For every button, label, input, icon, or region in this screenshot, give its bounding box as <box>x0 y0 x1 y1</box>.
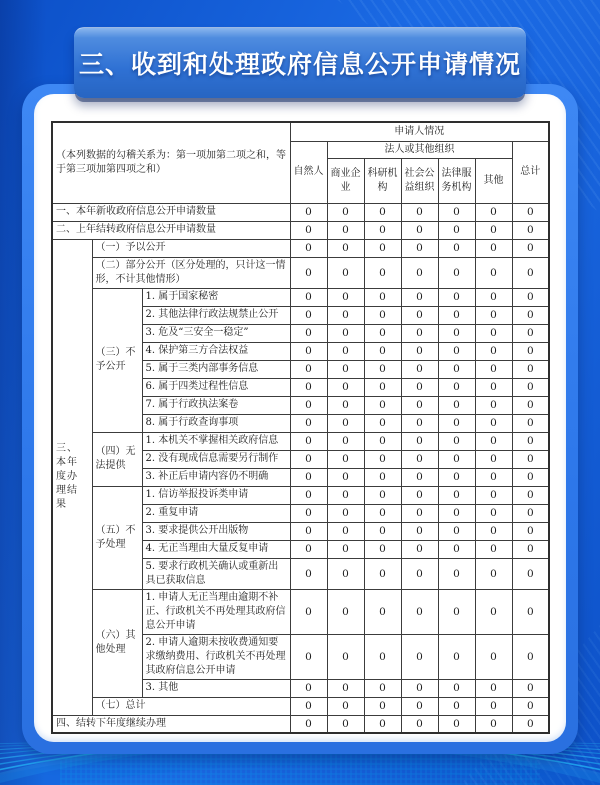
value-cell: 0 <box>401 221 438 239</box>
row-label: 3. 危及“三安全一稳定” <box>142 324 290 342</box>
table-container <box>34 94 566 742</box>
row-label: 1. 信访举报投诉类申请 <box>142 486 290 504</box>
value-cell: 0 <box>475 324 512 342</box>
value-cell: 0 <box>438 203 475 221</box>
value-cell: 0 <box>401 589 438 634</box>
row-label: （七）总计 <box>92 697 290 715</box>
row-label: 2. 重复申请 <box>142 504 290 522</box>
value-cell: 0 <box>327 715 364 733</box>
value-cell: 0 <box>512 324 549 342</box>
value-cell: 0 <box>512 239 549 257</box>
table-row <box>52 715 549 733</box>
value-cell: 0 <box>327 396 364 414</box>
row-label: 2. 其他法律行政法规禁止公开 <box>142 306 290 324</box>
value-cell: 0 <box>401 540 438 558</box>
value-cell: 0 <box>512 396 549 414</box>
value-cell: 0 <box>475 257 512 288</box>
value-cell: 0 <box>327 679 364 697</box>
value-cell: 0 <box>290 558 327 589</box>
value-cell: 0 <box>290 324 327 342</box>
table-row <box>52 486 549 504</box>
header-row-1 <box>52 122 549 141</box>
value-cell: 0 <box>290 540 327 558</box>
value-cell: 0 <box>512 378 549 396</box>
value-cell: 0 <box>401 679 438 697</box>
value-cell: 0 <box>475 396 512 414</box>
row-label: 2. 没有现成信息需要另行制作 <box>142 450 290 468</box>
value-cell: 0 <box>364 342 401 360</box>
value-cell: 0 <box>438 540 475 558</box>
value-cell: 0 <box>438 342 475 360</box>
table-row <box>52 257 549 288</box>
row-label: 2. 申请人逾期未按收费通知要求缴纳费用、行政机关不再处理其政府信息公开申请 <box>142 634 290 679</box>
value-cell: 0 <box>401 239 438 257</box>
column-header-social-welfare: 社会公益组织 <box>401 158 438 203</box>
value-cell: 0 <box>475 342 512 360</box>
value-cell: 0 <box>364 504 401 522</box>
value-cell: 0 <box>290 221 327 239</box>
column-header-research: 科研机构 <box>364 158 401 203</box>
value-cell: 0 <box>438 450 475 468</box>
row-label: 4. 保护第三方合法权益 <box>142 342 290 360</box>
value-cell: 0 <box>364 589 401 634</box>
value-cell: 0 <box>290 432 327 450</box>
value-cell: 0 <box>438 634 475 679</box>
value-cell: 0 <box>512 504 549 522</box>
value-cell: 0 <box>327 558 364 589</box>
value-cell: 0 <box>401 522 438 540</box>
value-cell: 0 <box>438 715 475 733</box>
row-label: 3. 其他 <box>142 679 290 697</box>
value-cell: 0 <box>438 414 475 432</box>
value-cell: 0 <box>401 257 438 288</box>
value-cell: 0 <box>475 414 512 432</box>
value-cell: 0 <box>364 486 401 504</box>
value-cell: 0 <box>290 414 327 432</box>
value-cell: 0 <box>290 342 327 360</box>
value-cell: 0 <box>475 558 512 589</box>
value-cell: 0 <box>512 486 549 504</box>
value-cell: 0 <box>364 378 401 396</box>
value-cell: 0 <box>401 432 438 450</box>
value-cell: 0 <box>364 558 401 589</box>
value-cell: 0 <box>327 522 364 540</box>
value-cell: 0 <box>327 468 364 486</box>
value-cell: 0 <box>401 558 438 589</box>
value-cell: 0 <box>327 540 364 558</box>
value-cell: 0 <box>438 288 475 306</box>
value-cell: 0 <box>512 288 549 306</box>
value-cell: 0 <box>475 589 512 634</box>
value-cell: 0 <box>475 203 512 221</box>
value-cell: 0 <box>364 239 401 257</box>
value-cell: 0 <box>327 306 364 324</box>
value-cell: 0 <box>290 360 327 378</box>
value-cell: 0 <box>438 504 475 522</box>
value-cell: 0 <box>364 634 401 679</box>
row-group-label: 三、本年度办理结果 <box>52 239 92 715</box>
value-cell: 0 <box>290 203 327 221</box>
value-cell: 0 <box>290 589 327 634</box>
value-cell: 0 <box>290 486 327 504</box>
value-cell: 0 <box>364 288 401 306</box>
table-row <box>52 239 549 257</box>
value-cell: 0 <box>438 306 475 324</box>
table-row <box>52 288 549 306</box>
value-cell: 0 <box>290 679 327 697</box>
row-label: 3. 补正后申请内容仍不明确 <box>142 468 290 486</box>
value-cell: 0 <box>401 468 438 486</box>
value-cell: 0 <box>364 522 401 540</box>
value-cell: 0 <box>364 360 401 378</box>
value-cell: 0 <box>475 468 512 486</box>
table-note: （本列数据的勾稽关系为：第一项加第二项之和，等于第三项加第四项之和） <box>52 122 290 203</box>
table-row <box>52 221 549 239</box>
column-header-other-org: 其他 <box>475 158 512 203</box>
value-cell: 0 <box>290 450 327 468</box>
value-cell: 0 <box>401 715 438 733</box>
value-cell: 0 <box>438 697 475 715</box>
value-cell: 0 <box>327 589 364 634</box>
value-cell: 0 <box>401 306 438 324</box>
row-label: （四）无法提供 <box>92 432 142 486</box>
value-cell: 0 <box>364 414 401 432</box>
value-cell: 0 <box>475 504 512 522</box>
value-cell: 0 <box>438 468 475 486</box>
value-cell: 0 <box>512 306 549 324</box>
value-cell: 0 <box>290 396 327 414</box>
value-cell: 0 <box>512 257 549 288</box>
value-cell: 0 <box>475 432 512 450</box>
value-cell: 0 <box>475 288 512 306</box>
row-label: （一）予以公开 <box>92 239 290 257</box>
row-label: （三）不予公开 <box>92 288 142 432</box>
value-cell: 0 <box>401 634 438 679</box>
value-cell: 0 <box>401 324 438 342</box>
value-cell: 0 <box>290 257 327 288</box>
value-cell: 0 <box>512 589 549 634</box>
value-cell: 0 <box>512 414 549 432</box>
value-cell: 0 <box>512 432 549 450</box>
value-cell: 0 <box>438 221 475 239</box>
value-cell: 0 <box>512 360 549 378</box>
value-cell: 0 <box>475 697 512 715</box>
value-cell: 0 <box>401 288 438 306</box>
value-cell: 0 <box>290 288 327 306</box>
value-cell: 0 <box>475 634 512 679</box>
value-cell: 0 <box>290 715 327 733</box>
value-cell: 0 <box>364 468 401 486</box>
value-cell: 0 <box>512 715 549 733</box>
value-cell: 0 <box>327 239 364 257</box>
value-cell: 0 <box>438 486 475 504</box>
row-label: （五）不予处理 <box>92 486 142 589</box>
report-table <box>51 121 550 734</box>
value-cell: 0 <box>327 360 364 378</box>
value-cell: 0 <box>475 679 512 697</box>
table-row <box>52 203 549 221</box>
column-header-legal-service: 法律服务机构 <box>438 158 475 203</box>
value-cell: 0 <box>475 239 512 257</box>
row-label: （二）部分公开（区分处理的，只计这一情形，不计其他情形） <box>92 257 290 288</box>
value-cell: 0 <box>512 679 549 697</box>
value-cell: 0 <box>438 432 475 450</box>
value-cell: 0 <box>364 221 401 239</box>
row-label: 5. 要求行政机关确认或重新出具已获取信息 <box>142 558 290 589</box>
value-cell: 0 <box>475 486 512 504</box>
value-cell: 0 <box>475 715 512 733</box>
value-cell: 0 <box>438 589 475 634</box>
value-cell: 0 <box>290 697 327 715</box>
column-header-natural-person: 自然人 <box>290 141 327 203</box>
page-title: 三、收到和处理政府信息公开申请情况 <box>78 51 521 79</box>
value-cell: 0 <box>364 396 401 414</box>
table-row <box>52 697 549 715</box>
value-cell: 0 <box>401 486 438 504</box>
value-cell: 0 <box>512 450 549 468</box>
value-cell: 0 <box>512 203 549 221</box>
value-cell: 0 <box>512 221 549 239</box>
value-cell: 0 <box>327 221 364 239</box>
value-cell: 0 <box>475 378 512 396</box>
value-cell: 0 <box>327 414 364 432</box>
value-cell: 0 <box>401 203 438 221</box>
value-cell: 0 <box>290 239 327 257</box>
row-label: 7. 属于行政执法案卷 <box>142 396 290 414</box>
value-cell: 0 <box>438 324 475 342</box>
row-label: 二、上年结转政府信息公开申请数量 <box>52 221 290 239</box>
row-label: （六）其他处理 <box>92 589 142 697</box>
value-cell: 0 <box>364 203 401 221</box>
value-cell: 0 <box>290 522 327 540</box>
value-cell: 0 <box>401 450 438 468</box>
value-cell: 0 <box>290 306 327 324</box>
value-cell: 0 <box>327 634 364 679</box>
value-cell: 0 <box>401 414 438 432</box>
column-header-legal-group: 法人或其他组织 <box>327 141 512 158</box>
value-cell: 0 <box>327 432 364 450</box>
table-body <box>52 203 549 733</box>
row-label: 4. 无正当理由大量反复申请 <box>142 540 290 558</box>
value-cell: 0 <box>475 522 512 540</box>
row-label: 1. 本机关不掌握相关政府信息 <box>142 432 290 450</box>
value-cell: 0 <box>512 558 549 589</box>
value-cell: 0 <box>364 450 401 468</box>
column-header-applicant-group: 申请人情况 <box>290 122 549 141</box>
value-cell: 0 <box>364 432 401 450</box>
value-cell: 0 <box>512 522 549 540</box>
value-cell: 0 <box>401 342 438 360</box>
value-cell: 0 <box>364 540 401 558</box>
value-cell: 0 <box>401 360 438 378</box>
value-cell: 0 <box>290 468 327 486</box>
value-cell: 0 <box>327 697 364 715</box>
value-cell: 0 <box>327 504 364 522</box>
row-label: 一、本年新收政府信息公开申请数量 <box>52 203 290 221</box>
value-cell: 0 <box>438 378 475 396</box>
value-cell: 0 <box>438 558 475 589</box>
column-header-total: 总计 <box>512 141 549 203</box>
value-cell: 0 <box>401 396 438 414</box>
value-cell: 0 <box>327 486 364 504</box>
value-cell: 0 <box>327 288 364 306</box>
row-label: 1. 申请人无正当理由逾期不补正、行政机关不再处理其政府信息公开申请 <box>142 589 290 634</box>
row-label: 5. 属于三类内部事务信息 <box>142 360 290 378</box>
value-cell: 0 <box>290 634 327 679</box>
row-label: 四、结转下年度继续办理 <box>52 715 290 733</box>
value-cell: 0 <box>438 522 475 540</box>
value-cell: 0 <box>290 378 327 396</box>
table-row <box>52 589 549 634</box>
value-cell: 0 <box>512 634 549 679</box>
value-cell: 0 <box>475 360 512 378</box>
value-cell: 0 <box>401 378 438 396</box>
row-label: 1. 属于国家秘密 <box>142 288 290 306</box>
value-cell: 0 <box>438 396 475 414</box>
row-label: 6. 属于四类过程性信息 <box>142 378 290 396</box>
value-cell: 0 <box>327 378 364 396</box>
value-cell: 0 <box>364 679 401 697</box>
value-cell: 0 <box>512 342 549 360</box>
value-cell: 0 <box>364 697 401 715</box>
value-cell: 0 <box>438 360 475 378</box>
table-row <box>52 432 549 450</box>
value-cell: 0 <box>327 203 364 221</box>
value-cell: 0 <box>401 697 438 715</box>
value-cell: 0 <box>327 450 364 468</box>
value-cell: 0 <box>475 306 512 324</box>
value-cell: 0 <box>438 239 475 257</box>
value-cell: 0 <box>438 257 475 288</box>
value-cell: 0 <box>327 257 364 288</box>
value-cell: 0 <box>327 324 364 342</box>
value-cell: 0 <box>364 715 401 733</box>
value-cell: 0 <box>512 540 549 558</box>
value-cell: 0 <box>364 306 401 324</box>
value-cell: 0 <box>364 324 401 342</box>
value-cell: 0 <box>327 342 364 360</box>
value-cell: 0 <box>512 697 549 715</box>
value-cell: 0 <box>512 468 549 486</box>
title-banner <box>74 27 526 98</box>
table-head-rows <box>52 122 549 203</box>
column-header-commercial: 商业企业 <box>327 158 364 203</box>
value-cell: 0 <box>438 679 475 697</box>
value-cell: 0 <box>475 540 512 558</box>
value-cell: 0 <box>290 504 327 522</box>
row-label: 8. 属于行政查询事项 <box>142 414 290 432</box>
row-label: 3. 要求提供公开出版物 <box>142 522 290 540</box>
value-cell: 0 <box>401 504 438 522</box>
value-cell: 0 <box>475 450 512 468</box>
value-cell: 0 <box>475 221 512 239</box>
value-cell: 0 <box>364 257 401 288</box>
